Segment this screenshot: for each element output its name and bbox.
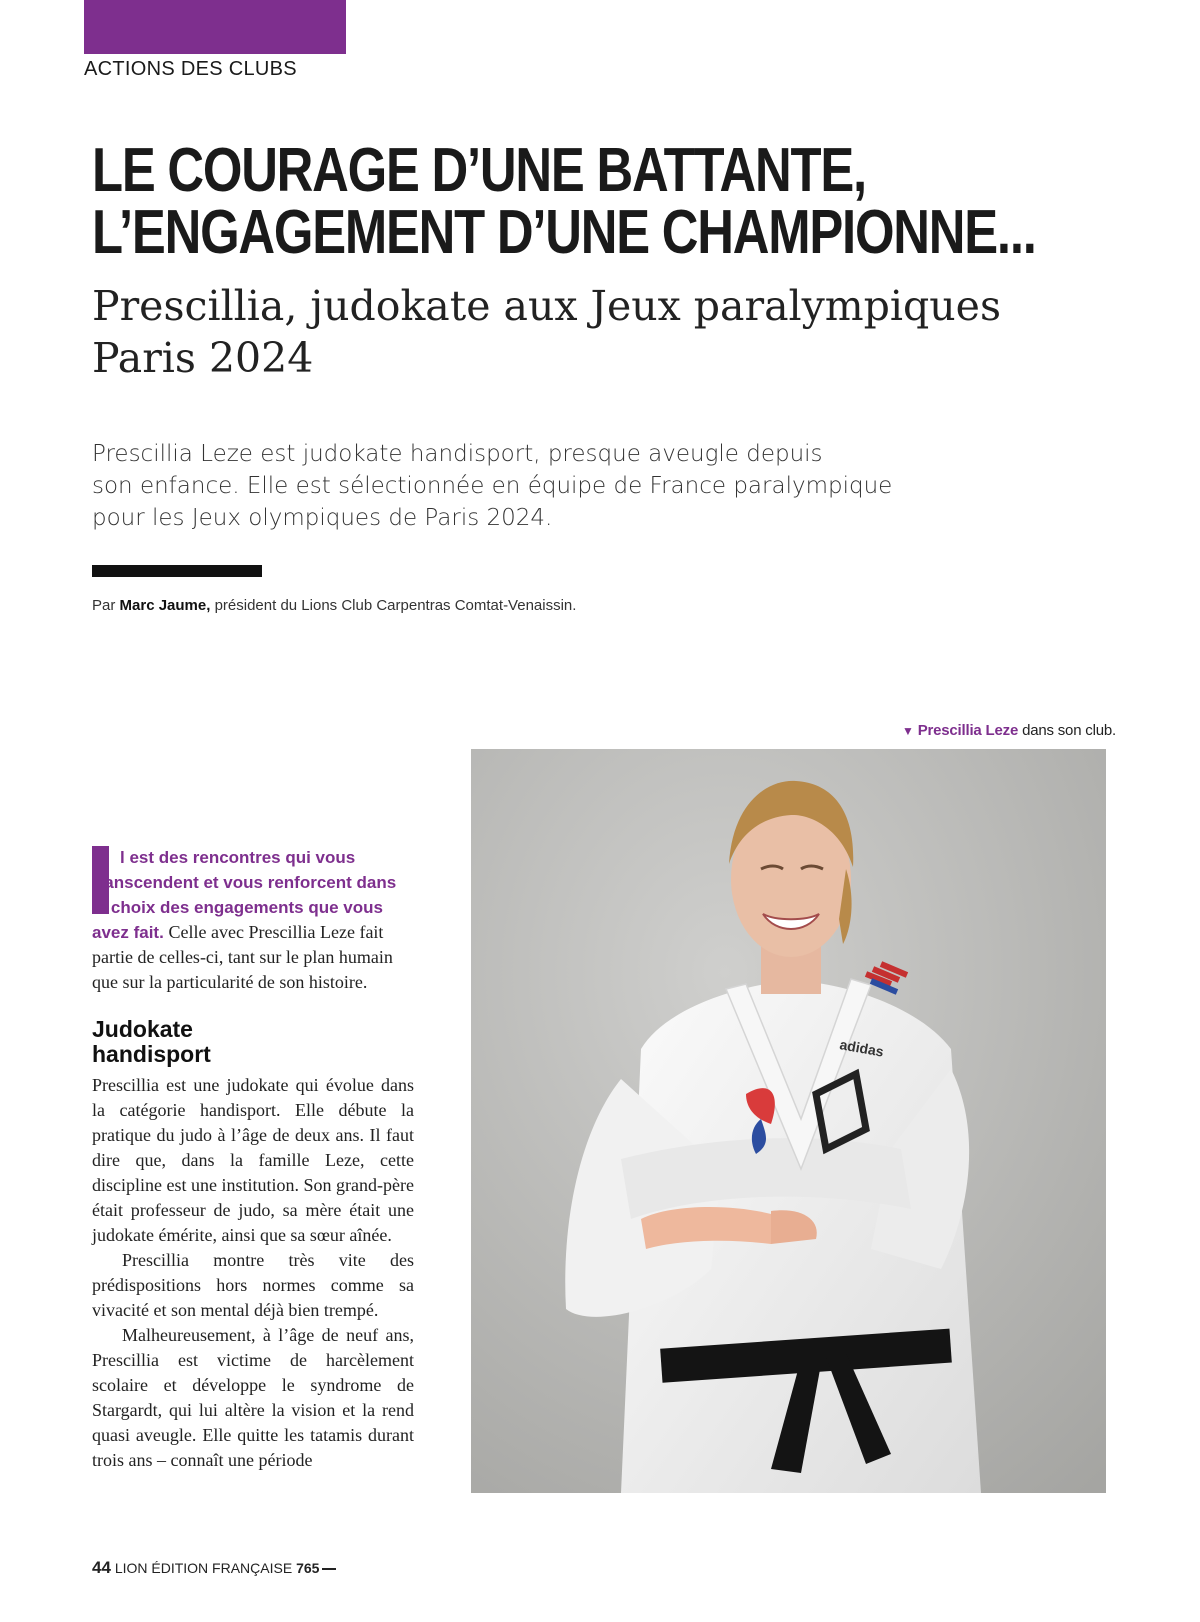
issue-number: 765 <box>296 1560 320 1576</box>
subheadline-line-2: Paris 2024 <box>92 334 314 382</box>
byline-prefix: Par <box>92 597 116 614</box>
intro-rest: Celle avec Prescillia Leze fait partie de celles-ci, tant sur le plan humain que sur la particularité de son histoire. <box>92 922 393 992</box>
page-footer <box>92 1558 336 1578</box>
body-paragraph: Malheureusement, à l’âge de neuf ans, Prescillia est victime de harcèlement scolaire et développe le syndrome de Stargardt, qui lui altère la vision et la rend quasi aveugle. Elle quitte les tatamis durant trois ans – connaît une période <box>92 1325 414 1470</box>
lead-line-3: pour les Jeux olympiques de Paris 2024. <box>92 505 553 531</box>
section-title-line-1: Judokate <box>92 1016 193 1042</box>
judoka-illustration <box>471 749 1106 1493</box>
photo-caption <box>902 722 1116 739</box>
body-paragraph: Prescillia est une judokate qui évolue dans la catégorie handisport. Elle débute la pratique du judo à l’âge de deux ans. Il faut dire que, dans la famille Leze, cette discipline est une institution. Son grand-père était professeur de judo, sa mère était une judokate émérite, ainsi que sa sœur aînée. <box>92 1075 414 1245</box>
subheadline-line-1: Prescillia, judokate aux Jeux paralympiques <box>92 282 1001 330</box>
section-rubric: ACTIONS DES CLUBS <box>84 58 297 80</box>
section-title-line-2: handisport <box>92 1041 211 1067</box>
headline-line-2: L’ENGAGEMENT D’UNE CHAMPIONNE... <box>92 198 1036 267</box>
caption-text: dans son club. <box>1022 722 1116 739</box>
headline <box>92 136 1036 267</box>
headline-line-1: LE COURAGE D’UNE BATTANTE, <box>92 136 866 205</box>
magazine-name: LION ÉDITION FRANÇAISE <box>114 1560 293 1576</box>
divider-rule <box>92 565 262 577</box>
intro-bold: l est des rencontres qui vous transcendent et vous renforcent dans le choix des engagements que vous avez fait. <box>92 848 397 942</box>
top-accent-bar <box>84 0 346 54</box>
article-intro <box>92 845 414 995</box>
portrait-photo <box>471 749 1106 1493</box>
caption-name: Prescillia Leze <box>917 722 1019 739</box>
footer-dash <box>322 1568 336 1570</box>
article-body <box>92 1073 414 1473</box>
lead-line-1: Prescillia Leze est judokate handisport, presque aveugle depuis <box>92 441 823 467</box>
lead-paragraph <box>92 438 972 534</box>
byline-author: Marc Jaume, <box>119 597 211 614</box>
subheadline <box>92 280 1092 384</box>
page-number: 44 <box>92 1558 111 1577</box>
body-paragraph: Prescillia montre très vite des prédispositions hors normes comme sa vivacité et son mental déjà bien trempé. <box>92 1250 414 1320</box>
lead-line-2: son enfance. Elle est sélectionnée en équipe de France paralympique <box>92 473 893 499</box>
article-column <box>92 845 414 1473</box>
section-title <box>92 1017 414 1067</box>
photo-brand-label: adidas <box>838 1036 885 1060</box>
caption-triangle-icon: ▼ <box>902 724 914 738</box>
byline-role: président du Lions Club Carpentras Comtat-Venaissin. <box>214 597 577 614</box>
byline <box>92 597 576 614</box>
